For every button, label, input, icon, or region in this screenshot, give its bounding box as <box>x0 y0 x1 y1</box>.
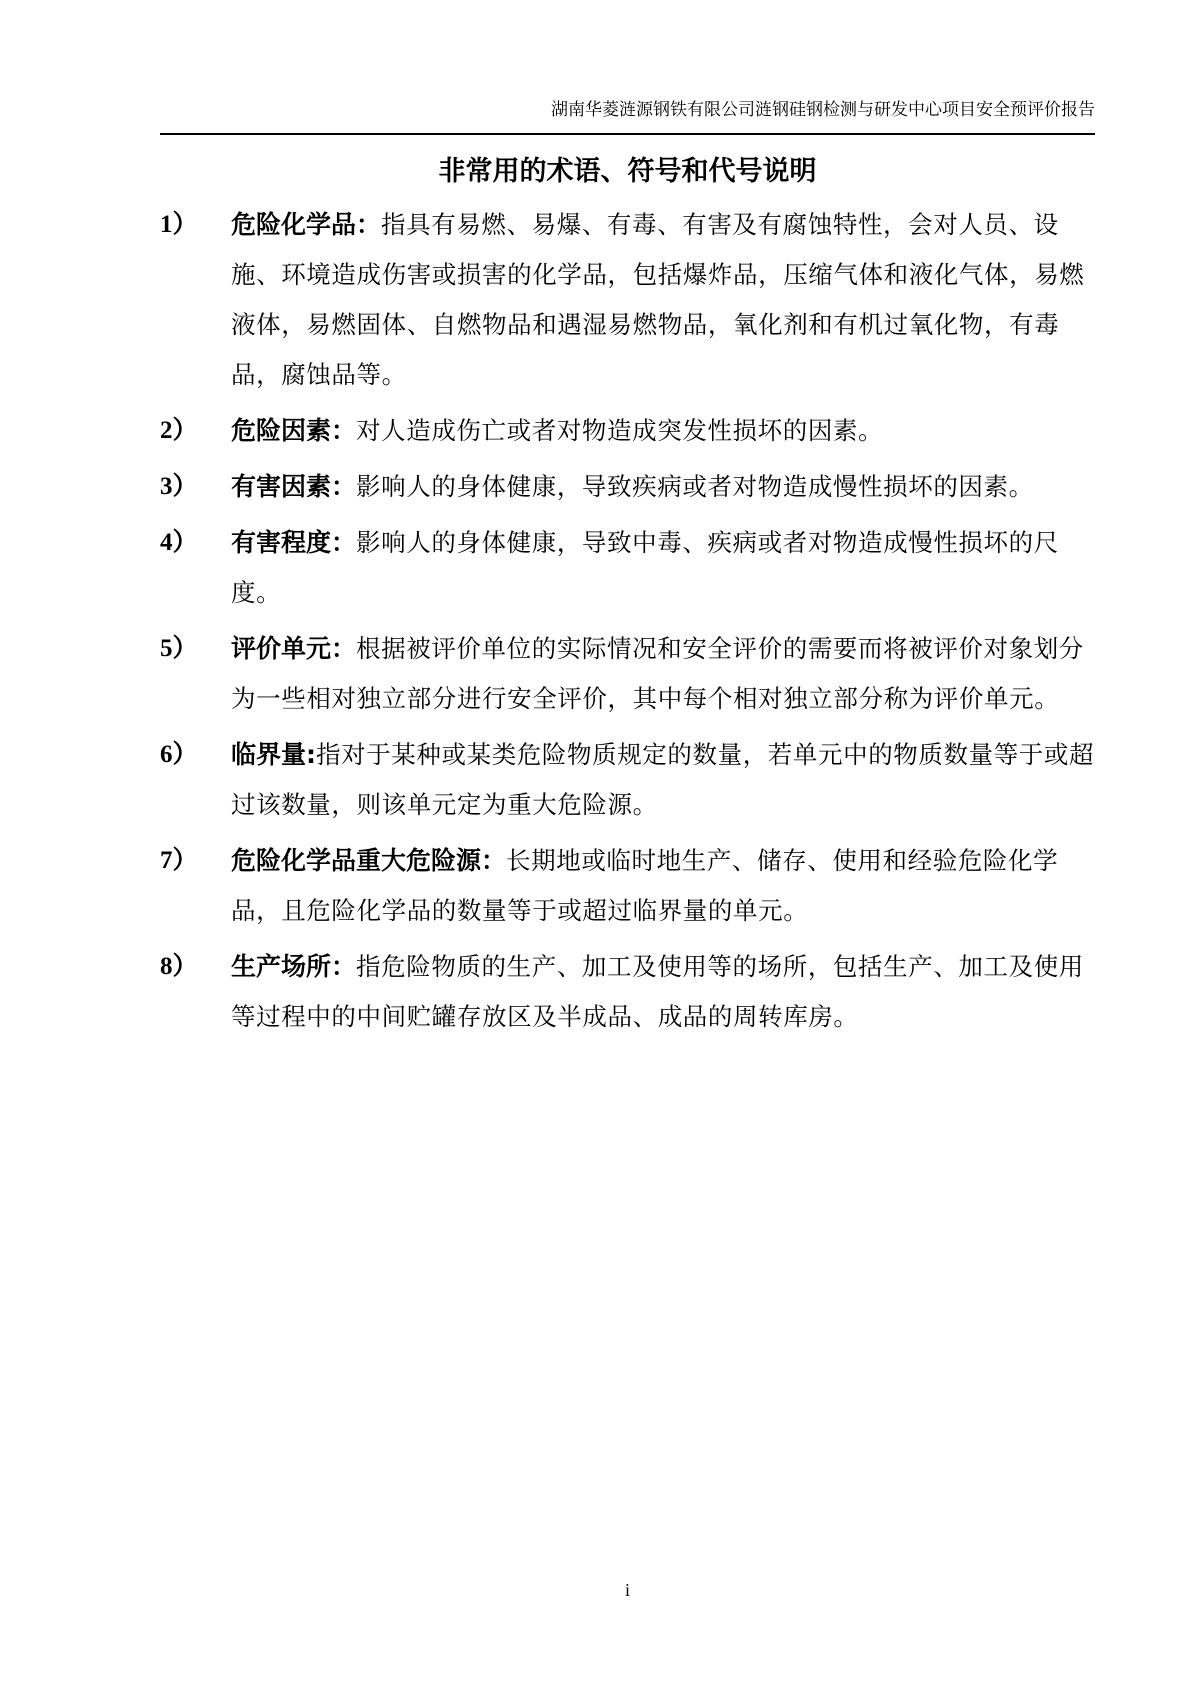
term-number: 7） <box>160 847 198 874</box>
term-name: 危险化学品重大危险源： <box>231 846 507 875</box>
term-number: 2） <box>160 417 198 444</box>
term-name: 临界量: <box>231 740 316 769</box>
term-item-7 <box>160 836 1100 936</box>
term-item-3 <box>160 462 1100 512</box>
term-item-2 <box>160 406 1100 456</box>
term-number: 5） <box>160 635 198 662</box>
terms-list <box>160 200 1100 1048</box>
header-divider <box>160 133 1095 135</box>
term-definition: 指具有易燃、易爆、有毒、有害及有腐蚀特性，会对人员、设施、环境造成伤害或损害的化学品，包括爆炸品，压缩气体和液化气体，易燃液体，易燃固体、自燃物品和遇湿易燃物品，氧化剂和有机过氧化物，有毒品，腐蚀品等。 <box>231 210 1085 389</box>
term-item-6 <box>160 730 1100 830</box>
term-number: 1） <box>160 211 198 238</box>
term-name: 危险因素： <box>231 416 357 445</box>
term-definition: 长期地或临时地生产、储存、使用和经验危险化学品，且危险化学品的数量等于或超过临界量的单元。 <box>231 846 1059 925</box>
running-header: 湖南华菱涟源钢铁有限公司涟钢硅钢检测与研发中心项目安全预评价报告 <box>551 100 1095 120</box>
term-definition: 根据被评价单位的实际情况和安全评价的需要而将被评价对象划分为一些相对独立部分进行安全评价，其中每个相对独立部分称为评价单元。 <box>231 634 1084 713</box>
term-definition: 影响人的身体健康，导致疾病或者对物造成慢性损坏的因素。 <box>356 472 1034 501</box>
term-name: 评价单元： <box>231 634 357 663</box>
term-definition: 对人造成伤亡或者对物造成突发性损坏的因素。 <box>356 416 884 445</box>
term-number: 6） <box>160 741 198 768</box>
term-definition: 指危险物质的生产、加工及使用等的场所，包括生产、加工及使用等过程中的中间贮罐存放区及半成品、成品的周转库房。 <box>231 952 1084 1031</box>
term-name: 危险化学品： <box>231 210 382 239</box>
term-name: 有害程度： <box>231 528 357 557</box>
term-item-8 <box>160 942 1100 1042</box>
term-item-4 <box>160 518 1100 618</box>
term-number: 3） <box>160 473 198 500</box>
page-title: 非常用的术语、符号和代号说明 <box>438 156 817 187</box>
term-item-5 <box>160 624 1100 724</box>
term-item-1 <box>160 200 1100 400</box>
term-definition: 影响人的身体健康，导致中毒、疾病或者对物造成慢性损坏的尺度。 <box>231 528 1059 607</box>
term-name: 有害因素： <box>231 472 357 501</box>
term-name: 生产场所： <box>231 952 357 981</box>
page-number: i <box>624 1580 630 1600</box>
term-number: 4） <box>160 529 198 556</box>
term-definition: 指对于某种或某类危险物质规定的数量，若单元中的物质数量等于或超过该数量，则该单元定为重大危险源。 <box>231 740 1095 819</box>
term-number: 8） <box>160 953 198 980</box>
